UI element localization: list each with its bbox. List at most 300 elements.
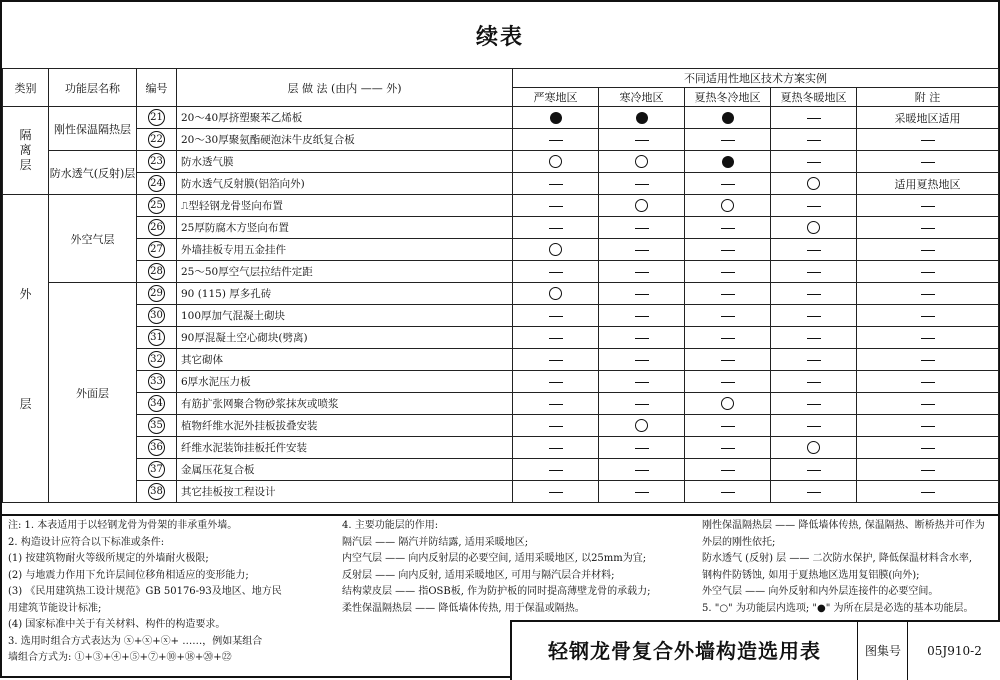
remark-cell (857, 327, 999, 349)
not-applicable-dash-icon (635, 448, 649, 449)
region-mark-cell (685, 261, 771, 283)
row-number-cell (137, 151, 177, 173)
remark-cell (857, 459, 999, 481)
table-row (3, 437, 999, 459)
table-row (3, 327, 999, 349)
region-mark-cell (599, 261, 685, 283)
table-row (3, 349, 999, 371)
region-mark-cell (513, 283, 599, 305)
table-row (3, 107, 999, 129)
construction-method: ⎍型轻钢龙骨竖向布置 (177, 195, 513, 217)
not-applicable-dash-icon (807, 360, 821, 361)
not-applicable-dash-icon (635, 404, 649, 405)
region-mark-cell (599, 481, 685, 503)
construction-method: 其它砌体 (177, 349, 513, 371)
table-row (3, 305, 999, 327)
region-mark-cell (771, 459, 857, 481)
not-applicable-dash-icon (721, 272, 735, 273)
atlas-number: 05J910-2 (907, 622, 1000, 680)
region-mark-cell (599, 393, 685, 415)
remark-cell (857, 151, 999, 173)
region-mark-cell (685, 195, 771, 217)
not-applicable-dash-icon (721, 184, 735, 185)
region-mark-cell (599, 305, 685, 327)
region-mark-cell (599, 173, 685, 195)
construction-method: 外墙挂板专用五金挂件 (177, 239, 513, 261)
header-region-severe-cold: 严寒地区 (513, 88, 599, 107)
row-number-cell (137, 371, 177, 393)
region-mark-cell (513, 327, 599, 349)
region-mark-cell (513, 437, 599, 459)
region-mark-cell (599, 129, 685, 151)
circled-number: 25 (148, 197, 165, 214)
construction-method: 金属压花复合板 (177, 459, 513, 481)
region-mark-cell (599, 349, 685, 371)
note-line: 墙组合方式为: ①+③+④+⑤+⑦+⑩+⑱+⑳+㉒ (8, 652, 232, 663)
note-line: 3. 选用时组合方式表达为 ⓧ+ⓧ+ⓧ+ ……，例如某组合 (8, 635, 263, 647)
not-applicable-dash-icon (549, 492, 563, 493)
drawing-title: 轻钢龙骨复合外墙构造选用表 (548, 639, 821, 663)
region-mark-cell (513, 305, 599, 327)
not-applicable-dash-icon (807, 294, 821, 295)
required-dot-icon (722, 112, 734, 124)
construction-method: 20～30厚聚氨酯硬泡沫牛皮纸复合板 (177, 129, 513, 151)
note-line: (3) 《民用建筑热工设计规范》GB 50176-93及地区、地方民 (8, 586, 282, 597)
circled-number: 32 (148, 351, 165, 368)
region-mark-cell (771, 481, 857, 503)
function-layer-facade: 外面层 (49, 283, 137, 503)
region-mark-cell (771, 107, 857, 129)
region-mark-cell (513, 349, 599, 371)
region-mark-cell (685, 107, 771, 129)
not-applicable-dash-icon (807, 140, 821, 141)
not-applicable-dash-icon (921, 426, 935, 427)
not-applicable-dash-icon (721, 426, 735, 427)
circled-number: 24 (148, 175, 165, 192)
optional-ring-icon (635, 419, 648, 432)
note-line: 隔汽层 —— 隔汽并防结露, 适用采暖地区; (342, 536, 529, 548)
remark-cell (857, 173, 999, 195)
not-applicable-dash-icon (921, 448, 935, 449)
construction-method: 6厚水泥压力板 (177, 371, 513, 393)
remark-cell (857, 371, 999, 393)
not-applicable-dash-icon (549, 360, 563, 361)
header-number: 编号 (137, 69, 177, 107)
optional-ring-icon (807, 441, 820, 454)
optional-ring-icon (807, 221, 820, 234)
construction-method: 25～50厚空气层拉结件定距 (177, 261, 513, 283)
note-line: 外层的刚性依托; (702, 536, 776, 548)
not-applicable-dash-icon (721, 294, 735, 295)
remark-cell (857, 415, 999, 437)
not-applicable-dash-icon (635, 272, 649, 273)
region-mark-cell (513, 481, 599, 503)
not-applicable-dash-icon (721, 382, 735, 383)
not-applicable-dash-icon (807, 316, 821, 317)
not-applicable-dash-icon (549, 184, 563, 185)
not-applicable-dash-icon (807, 206, 821, 207)
row-number-cell (137, 327, 177, 349)
not-applicable-dash-icon (635, 382, 649, 383)
not-applicable-dash-icon (921, 360, 935, 361)
region-mark-cell (771, 349, 857, 371)
not-applicable-dash-icon (635, 316, 649, 317)
not-applicable-dash-icon (721, 316, 735, 317)
region-mark-cell (771, 217, 857, 239)
construction-method: 防水透气反射膜(铝箔向外) (177, 173, 513, 195)
region-mark-cell (599, 437, 685, 459)
header-construction: 层 做 法 (由内 —— 外) (177, 69, 513, 107)
remark-cell (857, 261, 999, 283)
region-mark-cell (685, 217, 771, 239)
region-mark-cell (685, 481, 771, 503)
region-mark-cell (771, 239, 857, 261)
note-line: 内空气层 —— 向内反射层的必要空间, 适用采暖地区, 以25mm为宜; (342, 553, 647, 564)
header-region-hot-summer-warm-winter: 夏热冬暖地区 (771, 88, 857, 107)
remark-cell (857, 393, 999, 415)
optional-ring-icon (549, 243, 562, 256)
optional-ring-icon (721, 397, 734, 410)
row-number-cell (137, 217, 177, 239)
not-applicable-dash-icon (807, 470, 821, 471)
construction-method: 90 (115) 厚多孔砖 (177, 283, 513, 305)
region-mark-cell (771, 393, 857, 415)
not-applicable-dash-icon (921, 294, 935, 295)
remark-cell (857, 437, 999, 459)
not-applicable-dash-icon (807, 272, 821, 273)
not-applicable-dash-icon (921, 140, 935, 141)
circled-number: 29 (148, 285, 165, 302)
note-line: 反射层 —— 向内反射, 适用采暖地区, 可用与隔汽层合并材料; (342, 569, 615, 581)
not-applicable-dash-icon (549, 404, 563, 405)
header-category: 类别 (3, 69, 49, 107)
circled-number: 22 (148, 131, 165, 148)
optional-ring-icon (549, 155, 562, 168)
region-mark-cell (513, 107, 599, 129)
note-line: 注: 1. 本表适用于以轻钢龙骨为骨架的非承重外墙。 (8, 520, 238, 531)
region-mark-cell (685, 173, 771, 195)
region-mark-cell (599, 415, 685, 437)
table-row (3, 173, 999, 195)
construction-method: 25厚防腐木方竖向布置 (177, 217, 513, 239)
not-applicable-dash-icon (721, 228, 735, 229)
region-mark-cell (513, 129, 599, 151)
row-number-cell (137, 107, 177, 129)
remark-cell (857, 107, 999, 129)
region-mark-cell (685, 283, 771, 305)
remark-cell (857, 305, 999, 327)
row-number-cell (137, 437, 177, 459)
note-line: 外空气层 —— 向外反射和内外层连接件的必要空间。 (702, 586, 939, 597)
region-mark-cell (513, 195, 599, 217)
row-number-cell (137, 283, 177, 305)
not-applicable-dash-icon (635, 184, 649, 185)
region-mark-cell (771, 129, 857, 151)
atlas-number-label: 图集号 (857, 622, 908, 680)
table-row (3, 283, 999, 305)
title-block (510, 620, 1000, 680)
region-mark-cell (771, 327, 857, 349)
header-function-layer: 功能层名称 (49, 69, 137, 107)
remark-cell (857, 217, 999, 239)
region-mark-cell (685, 129, 771, 151)
region-mark-cell (771, 261, 857, 283)
notes-column-2 (342, 518, 692, 617)
not-applicable-dash-icon (549, 448, 563, 449)
region-mark-cell (599, 327, 685, 349)
not-applicable-dash-icon (921, 162, 935, 163)
region-mark-cell (513, 393, 599, 415)
not-applicable-dash-icon (635, 492, 649, 493)
region-mark-cell (685, 239, 771, 261)
not-applicable-dash-icon (635, 338, 649, 339)
table-row (3, 393, 999, 415)
not-applicable-dash-icon (549, 316, 563, 317)
region-mark-cell (771, 437, 857, 459)
circled-number: 28 (148, 263, 165, 280)
region-mark-cell (599, 107, 685, 129)
category-label: 外层 (19, 286, 32, 411)
note-line: 防水透气 (反射) 层 —— 二次防水保护, 降低保温材料含水率, (702, 553, 973, 564)
region-mark-cell (599, 195, 685, 217)
row-number-cell (137, 195, 177, 217)
header-region-group: 不同适用性地区技术方案实例 (513, 69, 999, 88)
table-row (3, 151, 999, 173)
construction-method: 纤维水泥装饰挂板托件安装 (177, 437, 513, 459)
not-applicable-dash-icon (807, 382, 821, 383)
construction-method: 植物纤维水泥外挂板拔叠安装 (177, 415, 513, 437)
circled-number: 27 (148, 241, 165, 258)
optional-ring-icon (721, 199, 734, 212)
region-mark-cell (771, 305, 857, 327)
header-region-hot-summer-cold-winter: 夏热冬冷地区 (685, 88, 771, 107)
region-mark-cell (513, 459, 599, 481)
not-applicable-dash-icon (549, 382, 563, 383)
table-row (3, 217, 999, 239)
category-label: 隔离层 (19, 128, 32, 172)
region-mark-cell (685, 437, 771, 459)
not-applicable-dash-icon (721, 492, 735, 493)
remark-text: 采暖地区适用 (894, 111, 961, 125)
category-isolation (3, 107, 49, 195)
not-applicable-dash-icon (721, 360, 735, 361)
notes-column-1 (8, 518, 338, 667)
not-applicable-dash-icon (921, 206, 935, 207)
region-mark-cell (771, 173, 857, 195)
region-mark-cell (513, 239, 599, 261)
region-mark-cell (599, 151, 685, 173)
region-mark-cell (599, 371, 685, 393)
region-mark-cell (513, 371, 599, 393)
optional-ring-icon (635, 155, 648, 168)
optional-ring-icon (807, 177, 820, 190)
not-applicable-dash-icon (807, 162, 821, 163)
header-region-cold: 寒冷地区 (599, 88, 685, 107)
region-mark-cell (513, 261, 599, 283)
note-line: 钢构件防锈蚀, 如用于夏热地区选用复铝膜(向外); (702, 569, 920, 581)
not-applicable-dash-icon (921, 228, 935, 229)
region-mark-cell (685, 459, 771, 481)
optional-ring-icon (549, 287, 562, 300)
region-mark-cell (685, 415, 771, 437)
circled-number: 21 (148, 109, 165, 126)
circled-number: 23 (148, 153, 165, 170)
function-layer-rigid: 刚性保温隔热层 (49, 107, 137, 151)
not-applicable-dash-icon (549, 140, 563, 141)
table-row (3, 371, 999, 393)
region-mark-cell (771, 371, 857, 393)
region-mark-cell (599, 459, 685, 481)
note-line: 结构蒙皮层 —— 指OSB板, 作为防护板的同时提高薄壁龙骨的承载力; (342, 586, 651, 597)
construction-method: 100厚加气混凝土砌块 (177, 305, 513, 327)
note-line: 用建筑节能设计标准; (8, 602, 102, 614)
row-number-cell (137, 129, 177, 151)
optional-ring-icon (635, 199, 648, 212)
region-mark-cell (771, 415, 857, 437)
circled-number: 37 (148, 461, 165, 478)
remark-cell (857, 195, 999, 217)
circled-number: 38 (148, 483, 165, 500)
region-mark-cell (685, 349, 771, 371)
construction-method: 20～40厚挤塑聚苯乙烯板 (177, 107, 513, 129)
region-mark-cell (513, 217, 599, 239)
construction-method: 防水透气膜 (177, 151, 513, 173)
header-remarks: 附 注 (857, 88, 999, 107)
not-applicable-dash-icon (807, 250, 821, 251)
not-applicable-dash-icon (549, 338, 563, 339)
row-number-cell (137, 349, 177, 371)
function-layer-waterproof: 防水透气(反射)层 (49, 151, 137, 195)
circled-number: 26 (148, 219, 165, 236)
row-number-cell (137, 239, 177, 261)
not-applicable-dash-icon (549, 228, 563, 229)
not-applicable-dash-icon (921, 338, 935, 339)
not-applicable-dash-icon (921, 382, 935, 383)
page-title: 续表 (2, 2, 998, 69)
not-applicable-dash-icon (635, 470, 649, 471)
not-applicable-dash-icon (721, 250, 735, 251)
region-mark-cell (513, 173, 599, 195)
not-applicable-dash-icon (921, 492, 935, 493)
not-applicable-dash-icon (921, 470, 935, 471)
region-mark-cell (599, 239, 685, 261)
region-mark-cell (513, 415, 599, 437)
table-row (3, 459, 999, 481)
circled-number: 36 (148, 439, 165, 456)
not-applicable-dash-icon (721, 448, 735, 449)
row-number-cell (137, 481, 177, 503)
not-applicable-dash-icon (635, 250, 649, 251)
not-applicable-dash-icon (549, 426, 563, 427)
circled-number: 34 (148, 395, 165, 412)
table-row (3, 195, 999, 217)
remark-cell (857, 239, 999, 261)
region-mark-cell (685, 327, 771, 349)
note-line: 5. "○" 为功能层内选项; "●" 为所在层是必选的基本功能层。 (702, 602, 974, 614)
table-row (3, 239, 999, 261)
region-mark-cell (771, 283, 857, 305)
row-number-cell (137, 261, 177, 283)
construction-method: 90厚混凝土空心砌块(劈离) (177, 327, 513, 349)
remark-cell (857, 129, 999, 151)
not-applicable-dash-icon (635, 228, 649, 229)
circled-number: 31 (148, 329, 165, 346)
row-number-cell (137, 415, 177, 437)
required-dot-icon (722, 156, 734, 168)
not-applicable-dash-icon (635, 294, 649, 295)
not-applicable-dash-icon (635, 360, 649, 361)
not-applicable-dash-icon (721, 338, 735, 339)
remark-cell (857, 283, 999, 305)
region-mark-cell (685, 393, 771, 415)
region-mark-cell (685, 371, 771, 393)
row-number-cell (137, 393, 177, 415)
construction-method: 其它挂板按工程设计 (177, 481, 513, 503)
not-applicable-dash-icon (635, 140, 649, 141)
region-mark-cell (685, 305, 771, 327)
not-applicable-dash-icon (807, 492, 821, 493)
circled-number: 33 (148, 373, 165, 390)
selection-table (2, 68, 999, 503)
remark-cell (857, 481, 999, 503)
not-applicable-dash-icon (721, 140, 735, 141)
note-line: (2) 与地震力作用下允许层间位移角相适应的变形能力; (8, 569, 249, 581)
circled-number: 35 (148, 417, 165, 434)
not-applicable-dash-icon (921, 250, 935, 251)
not-applicable-dash-icon (807, 404, 821, 405)
row-number-cell (137, 459, 177, 481)
not-applicable-dash-icon (807, 426, 821, 427)
not-applicable-dash-icon (807, 118, 821, 119)
construction-method: 有筋扩张网聚合物砂浆抹灰或喷浆 (177, 393, 513, 415)
remark-cell (857, 349, 999, 371)
required-dot-icon (550, 112, 562, 124)
not-applicable-dash-icon (549, 272, 563, 273)
not-applicable-dash-icon (549, 206, 563, 207)
table-row (3, 481, 999, 503)
region-mark-cell (685, 151, 771, 173)
note-line: 柔性保温隔热层 —— 降低墙体传热, 用于保温或隔热。 (342, 602, 585, 614)
not-applicable-dash-icon (807, 338, 821, 339)
notes-column-3 (702, 518, 996, 617)
region-mark-cell (771, 195, 857, 217)
table-row (3, 415, 999, 437)
note-line: (1) 按建筑物耐火等级所规定的外墙耐火极限; (8, 553, 209, 564)
note-line: 2. 构造设计应符合以下标准或条件: (8, 536, 165, 548)
remark-text: 适用夏热地区 (894, 177, 961, 191)
table-row (3, 261, 999, 283)
region-mark-cell (599, 283, 685, 305)
row-number-cell (137, 305, 177, 327)
note-line: (4) 国家标准中关于有关材料、构件的构造要求。 (8, 619, 226, 630)
not-applicable-dash-icon (721, 470, 735, 471)
not-applicable-dash-icon (549, 470, 563, 471)
not-applicable-dash-icon (921, 272, 935, 273)
row-number-cell (137, 173, 177, 195)
region-mark-cell (771, 151, 857, 173)
not-applicable-dash-icon (921, 404, 935, 405)
note-line: 刚性保温隔热层 —— 降低墙体传热, 保温隔热、断桥热并可作为 (702, 520, 985, 531)
not-applicable-dash-icon (921, 316, 935, 317)
circled-number: 30 (148, 307, 165, 324)
table-row (3, 129, 999, 151)
note-line: 4. 主要功能层的作用: (342, 520, 439, 531)
required-dot-icon (636, 112, 648, 124)
category-exterior (3, 195, 49, 503)
region-mark-cell (599, 217, 685, 239)
region-mark-cell (513, 151, 599, 173)
function-layer-air: 外空气层 (49, 195, 137, 283)
